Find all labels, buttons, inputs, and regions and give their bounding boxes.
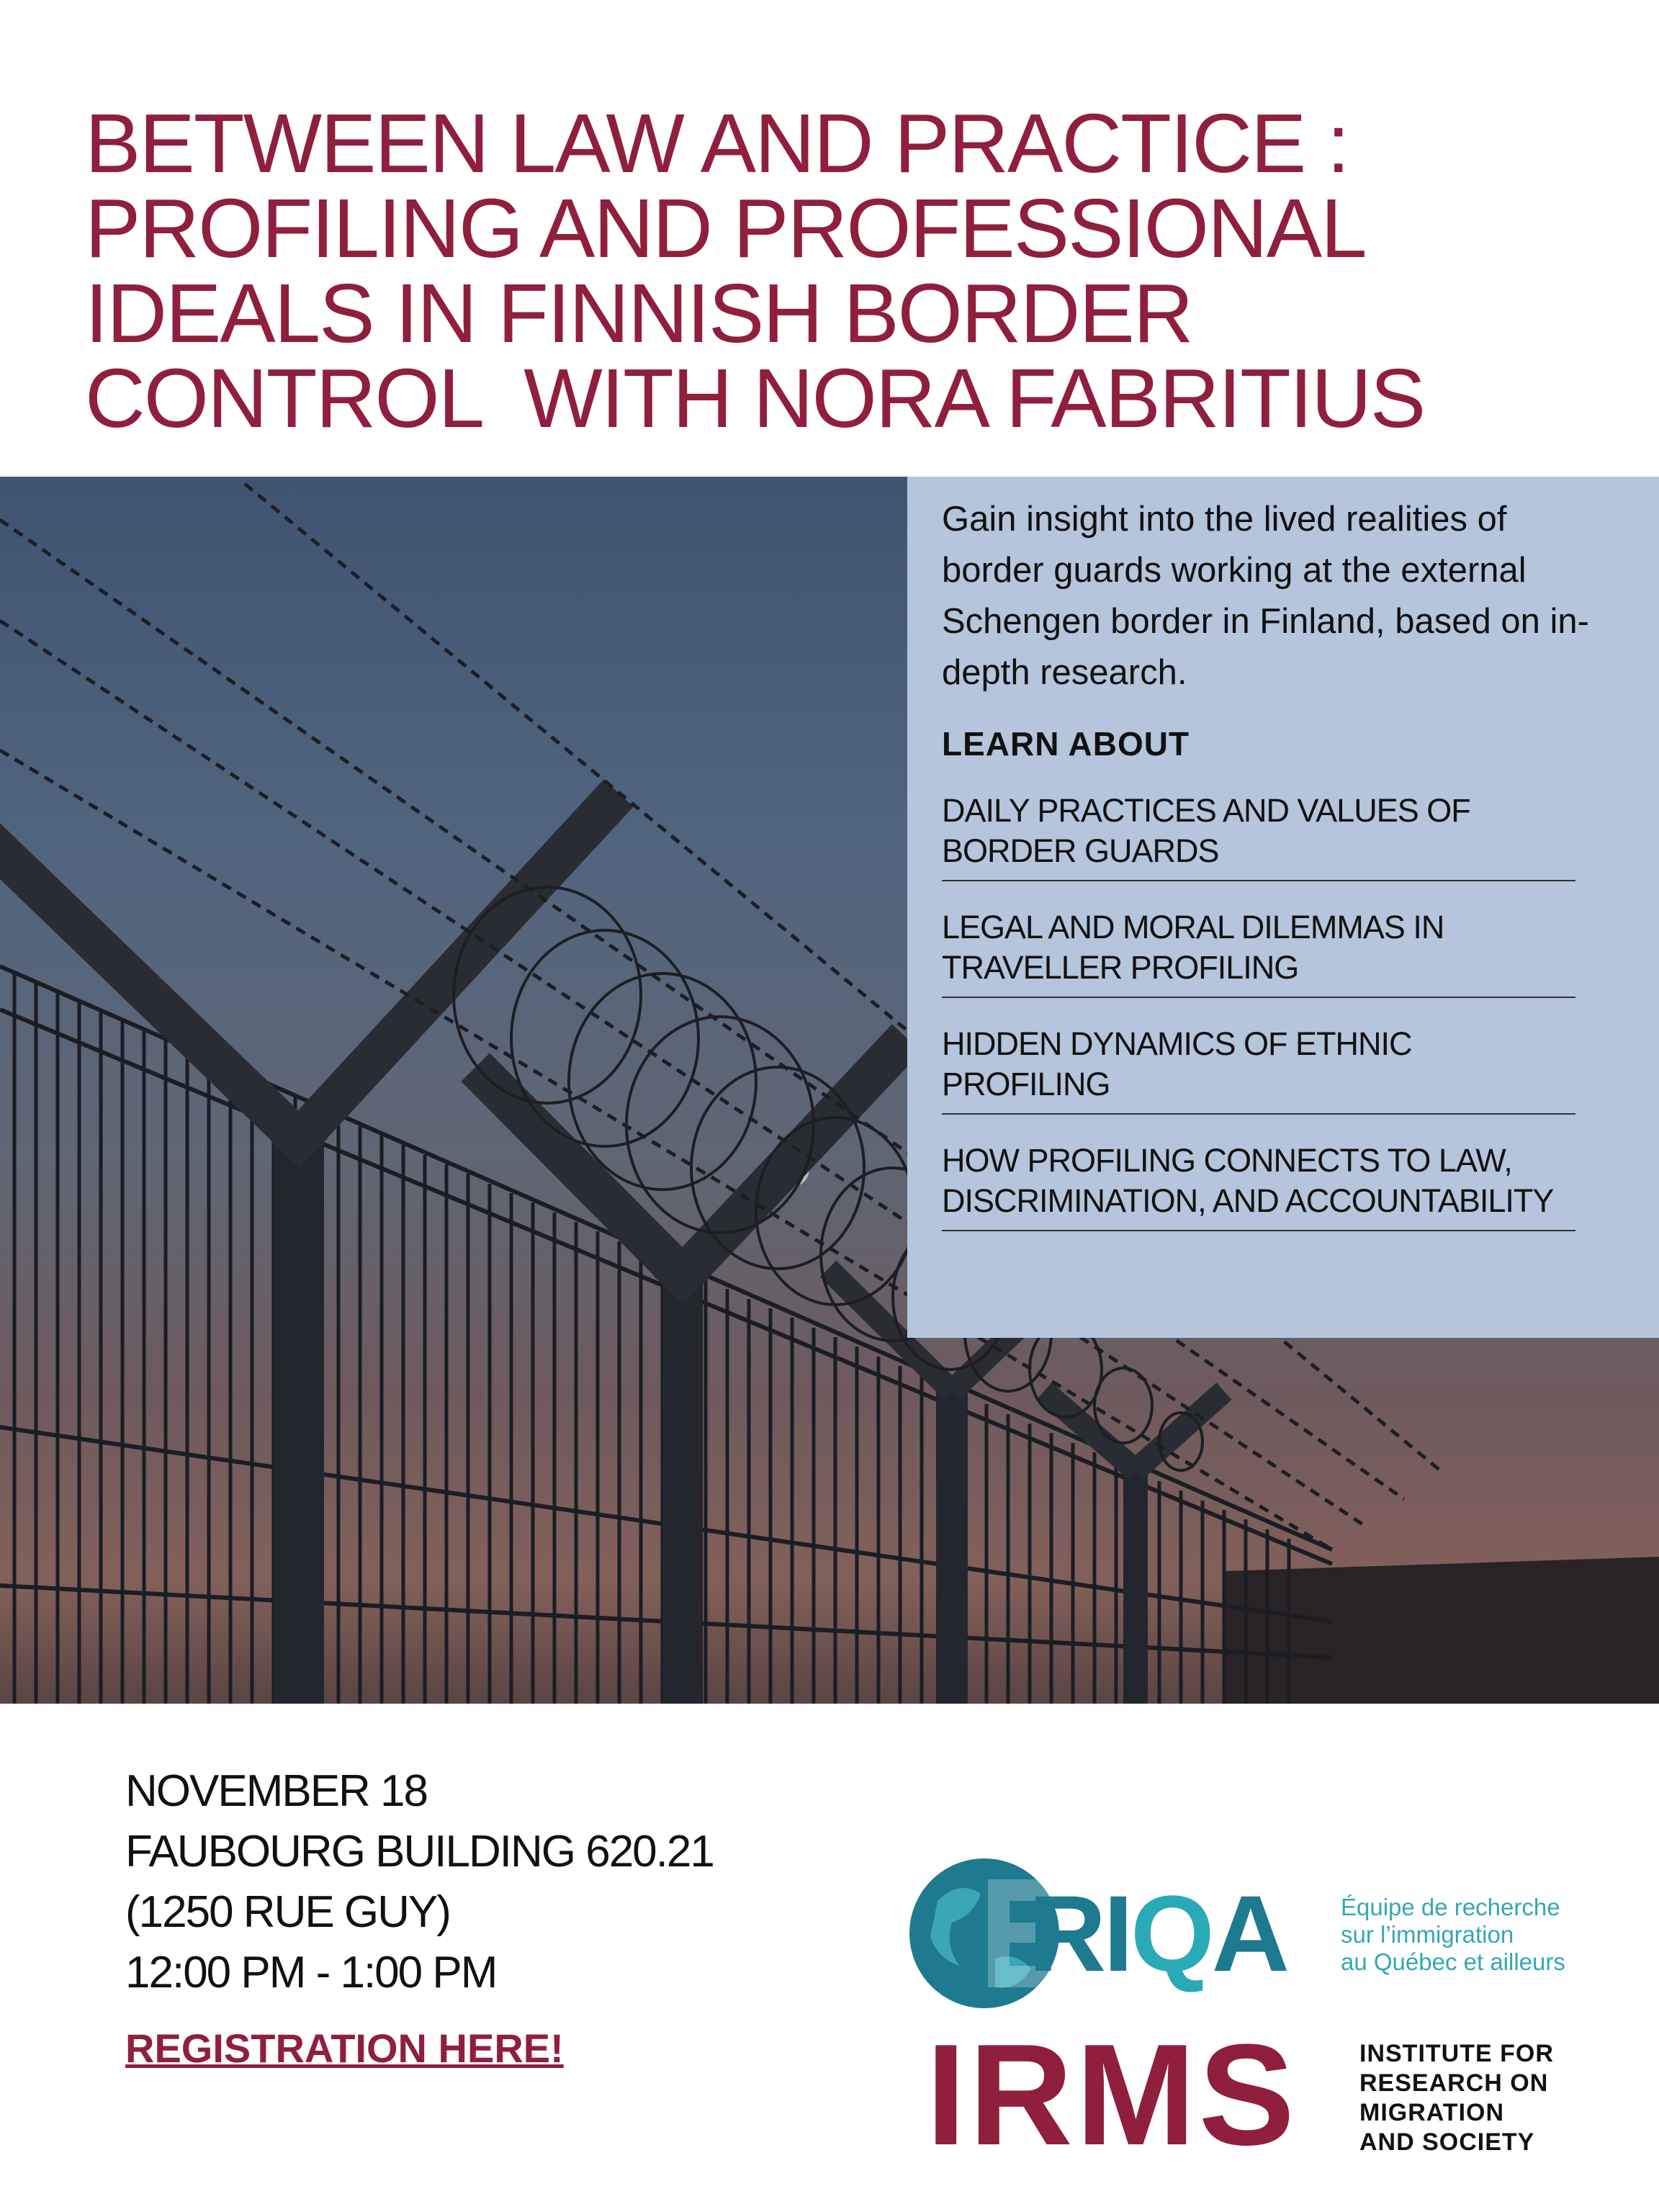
eriqa-tagline-line: Équipe de recherche [1341, 1894, 1560, 1920]
learn-about-heading: LEARN ABOUT [942, 725, 1190, 763]
eriqa-tagline-line: au Québec et ailleurs [1341, 1948, 1565, 1975]
topics-list [942, 791, 1575, 1231]
irms-name-line: INSTITUTE FOR [1359, 2040, 1554, 2067]
irms-name-line: AND SOCIETY [1359, 2128, 1535, 2156]
irms-name-line: RESEARCH ON [1359, 2069, 1549, 2097]
intro-text: Gain insight into the lived realities of border guards working at the external Schengen border in Finland, based on in-depth research. [942, 500, 1589, 692]
topic-item: DAILY PRACTICES AND VALUES OF BORDER GUARDS [942, 791, 1575, 881]
registration-link[interactable]: REGISTRATION HERE! [125, 2026, 564, 2071]
eriqa-tagline [1341, 1894, 1578, 1976]
eriqa-tagline-line: sur l’immigration [1341, 1921, 1514, 1948]
info-panel [907, 477, 1659, 1338]
eriqa-wordmark [1028, 1873, 1287, 1994]
title-line: IDEALS IN FINNISH BORDER [85, 266, 1192, 360]
title-line: BETWEEN LAW AND PRACTICE : [85, 96, 1349, 190]
title-line: CONTROL WITH NORA FABRITIUS [85, 351, 1425, 445]
irms-name-line: MIGRATION [1359, 2099, 1505, 2126]
event-time: 12:00 PM - 1:00 PM [125, 1948, 497, 1997]
event-details [125, 1761, 714, 2003]
eriqa-letter-a: A [1211, 1873, 1287, 1994]
topic-item: LEGAL AND MORAL DILEMMAS IN TRAVELLER PROFILING [942, 907, 1575, 998]
eriqa-letters-ri: RI [1028, 1873, 1130, 1994]
event-address: (1250 RUE GUY) [125, 1887, 450, 1937]
irms-full-name [1359, 2039, 1554, 2157]
event-title [85, 96, 1597, 445]
event-building: FAUBOURG BUILDING 620.21 [125, 1827, 714, 1876]
eriqa-letter-q: Q [1130, 1873, 1212, 1994]
irms-logo: IRMS [926, 2015, 1298, 2175]
topic-item: HIDDEN DYNAMICS OF ETHNIC PROFILING [942, 1024, 1575, 1115]
topic-item: HOW PROFILING CONNECTS TO LAW, DISCRIMINATION, AND ACCOUNTABILITY [942, 1141, 1575, 1231]
title-line: PROFILING AND PROFESSIONAL [85, 181, 1366, 275]
event-date: NOVEMBER 18 [125, 1766, 428, 1816]
